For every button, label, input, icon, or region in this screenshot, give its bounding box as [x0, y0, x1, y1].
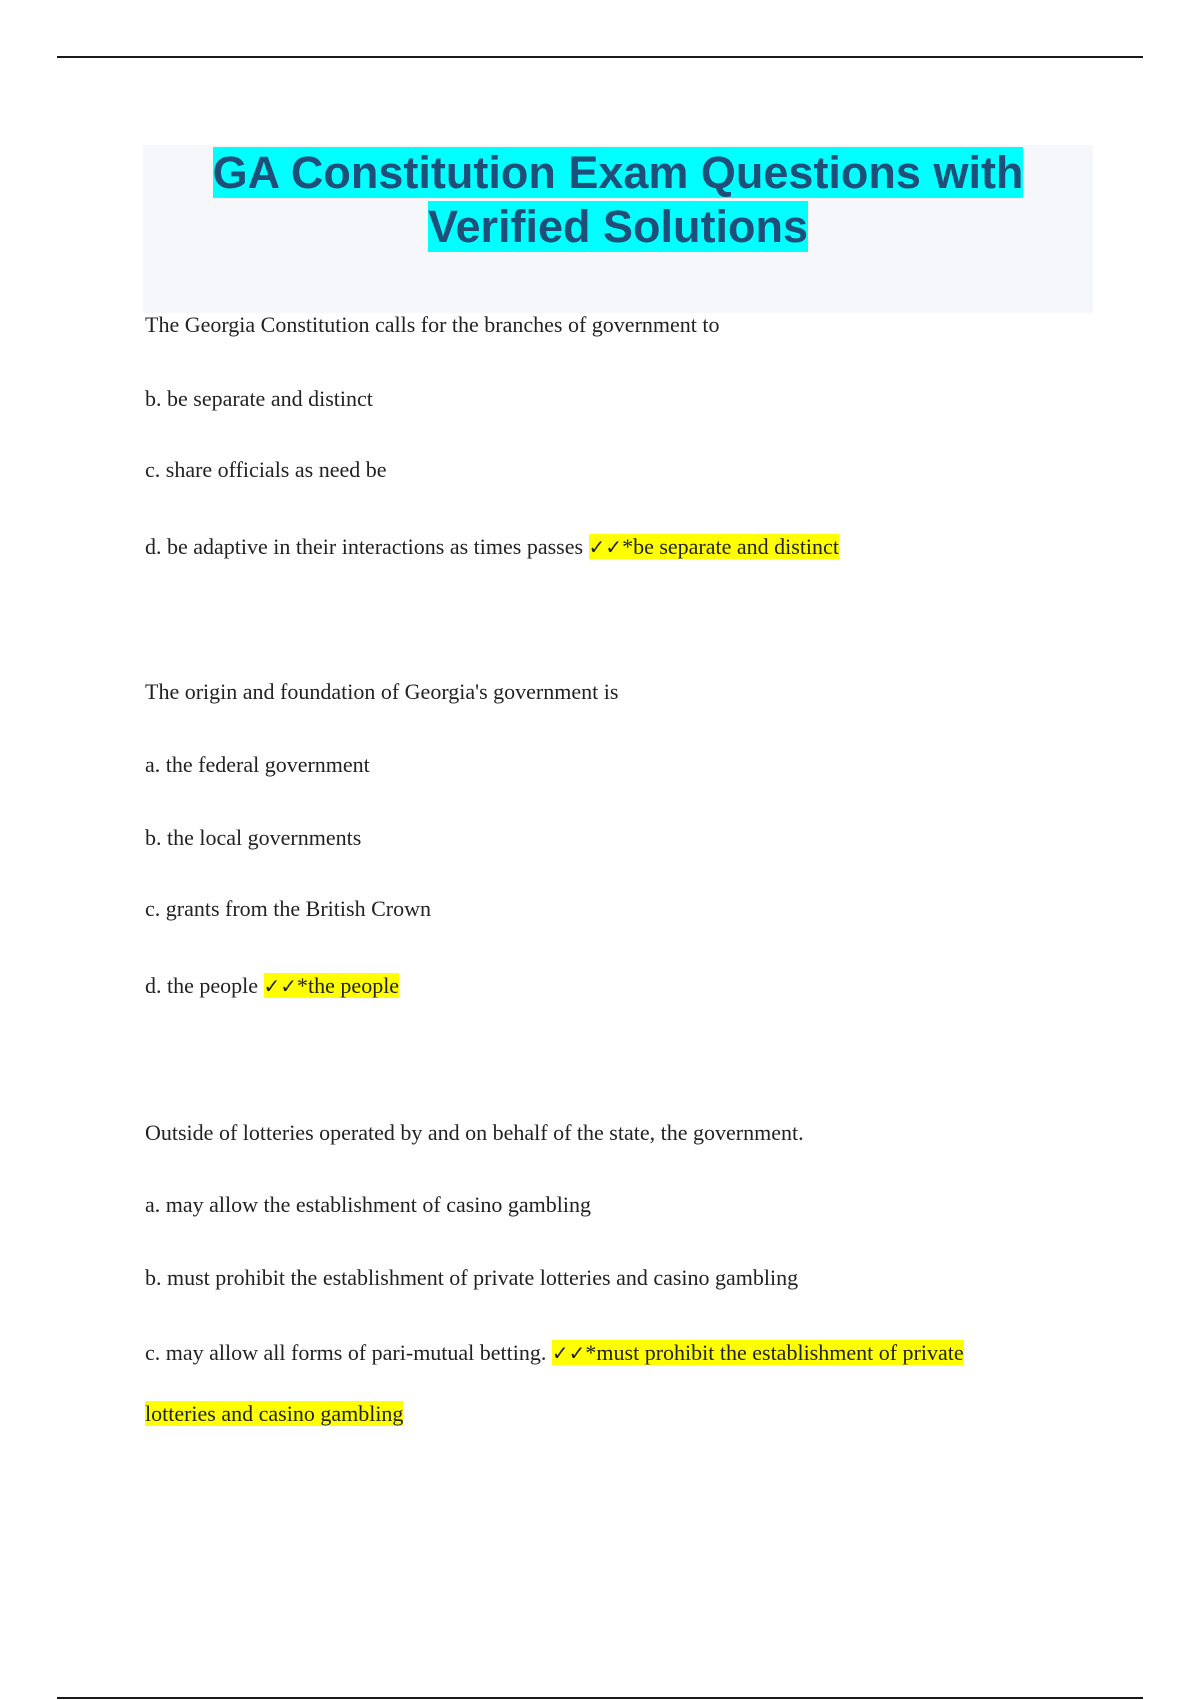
- question-1-answer: [589, 534, 839, 559]
- question-1-option-d-text: d. be adaptive in their interactions as times passes: [145, 534, 584, 559]
- question-2-option-b: b. the local governments: [145, 825, 362, 850]
- question-2-option-a: a. the federal government: [145, 752, 370, 777]
- question-3-answer-text: *must prohibit the establishment of private: [585, 1340, 964, 1365]
- question-3-option-c-text: c. may allow all forms of pari-mutual betting.: [145, 1340, 547, 1365]
- title-box: [143, 145, 1093, 313]
- question-3-option-b: b. must prohibit the establishment of private lotteries and casino gambling: [145, 1265, 799, 1290]
- bottom-rule: [57, 1697, 1143, 1699]
- document-title: [143, 145, 1093, 254]
- question-2-option-c: c. grants from the British Crown: [145, 896, 431, 921]
- question-1-option-d: [145, 532, 839, 562]
- question-2-answer-text: *the people: [297, 973, 400, 998]
- top-rule: [57, 56, 1143, 58]
- question-3-prompt: Outside of lotteries operated by and on behalf of the state, the government.: [145, 1120, 804, 1145]
- check-icon: ✓✓: [263, 974, 298, 998]
- question-2-answer: [264, 973, 400, 998]
- question-3-answer: [552, 1340, 964, 1365]
- question-2-option-d: [145, 971, 399, 1001]
- question-2-prompt: The origin and foundation of Georgia's government is: [145, 679, 619, 704]
- question-3-option-a: a. may allow the establishment of casino gambling: [145, 1192, 592, 1217]
- question-1-prompt: The Georgia Constitution calls for the branches of government to: [145, 312, 720, 337]
- check-icon: ✓✓: [551, 1341, 586, 1365]
- question-3-answer-continued-text: lotteries and casino gambling: [145, 1401, 404, 1426]
- question-3-answer-continued: [145, 1399, 403, 1429]
- question-3-option-c: [145, 1338, 964, 1368]
- question-1-option-b: b. be separate and distinct: [145, 386, 373, 411]
- document-title-text: GA Constitution Exam Questions with Verified Solutions: [212, 147, 1024, 252]
- check-icon: ✓✓: [588, 535, 623, 559]
- question-2-option-d-text: d. the people: [145, 973, 259, 998]
- question-1-answer-text: *be separate and distinct: [622, 534, 839, 559]
- question-1-option-c: c. share officials as need be: [145, 457, 387, 482]
